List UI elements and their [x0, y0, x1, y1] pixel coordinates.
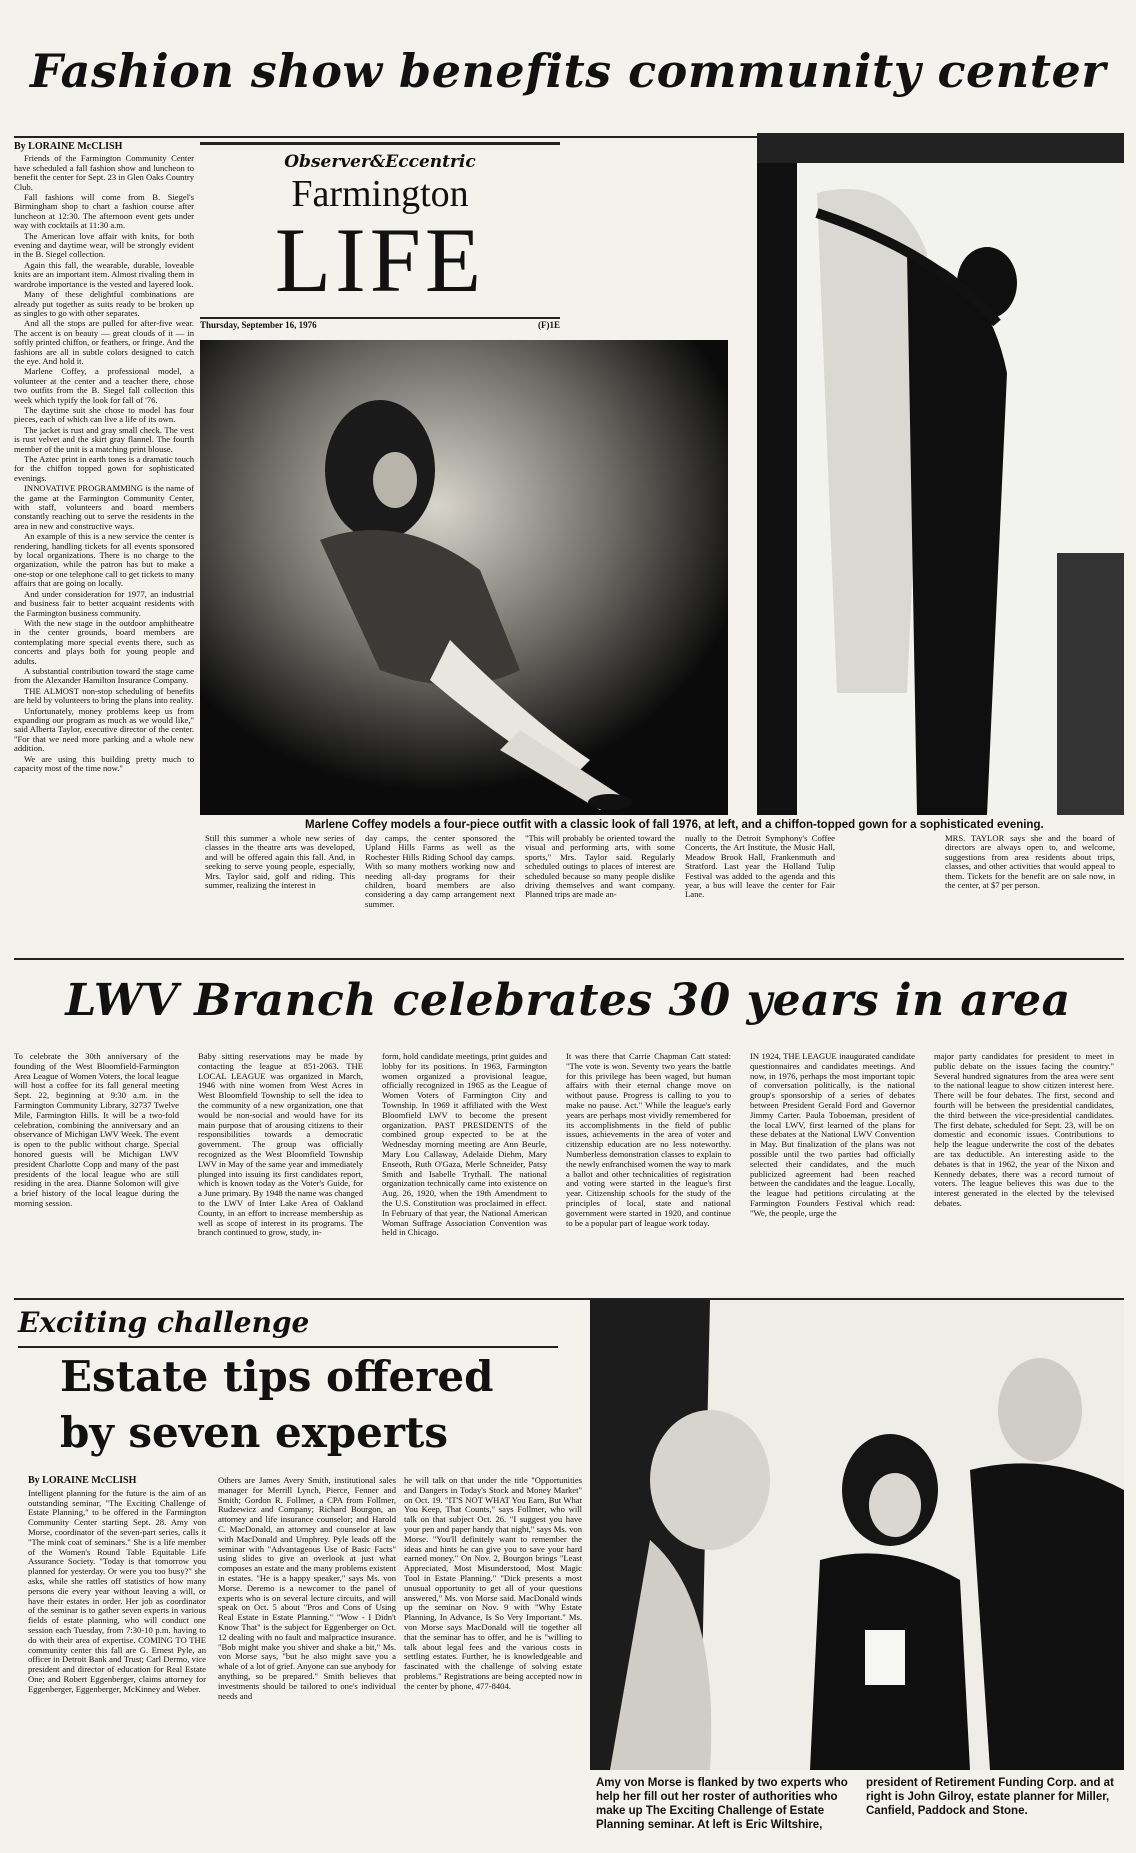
- photo-experts-illustration: [590, 1300, 1124, 1770]
- article3-byline: By LORAINE McCLISH: [28, 1476, 137, 1486]
- article1-paragraph: A substantial contribution toward the stage came from the Alexander Hamilton Insurance Company.: [14, 665, 194, 686]
- article1-paragraph: With the new stage in the outdoor amphitheatre in the center grounds, board members are contemplating more special events there, such as concerts and plays both for young people and adults.: [14, 617, 194, 666]
- article1-paragraph: Fall fashions will come from B. Siegel's Birmingham shop to chart a fashion course after luncheon at 12:30. The afternoon event gets under way with cocktails at 11:30 a.m.: [14, 192, 194, 231]
- article1-paragraph: Unfortunately, money problems keep us from expanding our program as much as we would like," said Alberta Taylor, executive director of the center. "For that we need more parking and a whole new addition.: [14, 705, 194, 754]
- article1-paragraph: We are using this building pretty much to capacity most of the time now.": [14, 753, 194, 773]
- kicker-exciting-challenge: Exciting challenge: [18, 1306, 310, 1339]
- article1-paragraph: The daytime suit she chose to model has four pieces, each of which can live a life of its own.: [14, 404, 194, 425]
- photo-marlene-coffey-gown: [757, 133, 1124, 815]
- article1-paragraph: Many of these delightful combinations are already put together as suits ready to be broken up as singles to go with other separates.: [14, 289, 194, 318]
- article1-paragraph: Friends of the Farmington Community Center have scheduled a fall fashion show and luncheon to benefit the center for Sept. 23 in Glen Oaks Country Club.: [14, 153, 194, 192]
- headline-estate-tips-line1: Estate tips offered: [60, 1352, 494, 1401]
- photo-marlene-coffey-suit: [200, 340, 728, 815]
- article1-paragraph: INNOVATIVE PROGRAMMING is the name of the game at the Farmington Community Center, with staff, volunteers and board members constantly reaching out to serve the residents in the area in new and constructive ways.: [14, 483, 194, 531]
- article1-paragraph: The jacket is rust and gray small check. The vest is rust velvet and the skirt gray flannel. The fourth member of the unit is a matching print blouse.: [14, 424, 194, 454]
- article1-byline: By LORAINE McCLISH: [14, 142, 123, 152]
- article2-column-3: form, hold candidate meetings, print guides and lobby for its positions. In 1963, Farmington women organized a provisional league, officially recognized in 1965 as the League of Women Voters of Farmington City and Township. In 1969 it affiliated with the West Bloomfield LWV to become the present organization. PAST PRESIDENTS of the combined group expected to be at the Wednesday morning meeting are Ann Beurle, Mary Lou Callaway, Adelaide Diehm, Mary Enseoth, Ruth O'Gaza, Merle Schneider, Patsy Smith and Isabelle Trythall. The national organization technically came into existence on Aug. 26, 1920, when the 19th Amendment to the U.S. Constitution was proclaimed in effect. In February of that year, the National American Woman Suffrage Association Convention was held in Chicago.: [382, 1052, 547, 1238]
- article1-paragraph: The Aztec print in earth tones is a dramatic touch for the chiffon topped gown for sophisticated evenings.: [14, 454, 194, 483]
- article1-column-5: nually to the Detroit Symphony's Coffee Concerts, the Art Institute, the Music Hall, Meadow Brook Hall, Frankenmuth and Stratford. Last year the Holland Tulip Festival was added to the agenda and this year, a bus will leave the center for Fair Lane.: [685, 834, 835, 900]
- masthead-title-life: LIFE: [274, 209, 486, 311]
- article1-paragraph: And under consideration for 1977, an industrial and business fair to better acquaint residents with the Farmington business community.: [14, 588, 194, 618]
- caption-fashion-photos: Marlene Coffey models a four-piece outfit with a classic look of fall 1976, at left, and a chiffon-topped gown for a sophisticated evening.: [305, 819, 1044, 831]
- photo-estate-experts: [590, 1300, 1124, 1770]
- article1-paragraph: And all the stops are pulled for after-five wear. The accent is on beauty — great clouds of it — in softly printed chiffon, or feathers, or fringe. And the fashions are all in subtle colors designed to catch the eye. And hold it.: [14, 318, 194, 366]
- article2-column-5: IN 1924, THE LEAGUE inaugurated candidate questionnaires and candidates meetings. And now, in 1976, perhaps the most important topic of conversation politically, is the national group's sponsorship of a series of debates between President Gerald Ford and Governor Jimmy Carter. Paula Toboeman, president of the local LWV, first learned of the plans for these debates at the National LWV Convention in May. But finalization of the plans was not possible until the two parties had officially selected their candidates, and the much publicized agreement had been reached between the candidates and the league. Locally, the league had petitions circulating at the Farmington Founders Festival which read: "We, the people, urge the: [750, 1052, 915, 1218]
- article1-paragraph: Marlene Coffey, a professional model, a volunteer at the center and a teacher there, chose two outfits from the B. Siegel fall collection this week which typify the look for fall of '76.: [14, 366, 194, 405]
- masthead-title-top: Farmington: [291, 173, 469, 215]
- photo-gown-illustration: [757, 133, 1124, 815]
- article2-column-2: Baby sitting reservations may be made by contacting the league at 851-2063. THE LOCAL LEAGUE was organized in March, 1946 with nine women from West Acres in West Bloomfield Township to sell the idea to the community of a new organization, one that would be non-social and would have for its main purpose that of arousing citizens to their responsibilities towards a democratic government. The group was officially recognized as the West Bloomfield Township LWV in May of the same year and immediately plunged into issuing its first candidates report, which is known today as the Voter's Guide, for a June primary. By 1948 the name was changed to the LWV of Inter Lake Area of Oakland County, in an effort to increase membership as well as scope of interest in its programs. The branch continued to grow, study, in-: [198, 1052, 363, 1238]
- article1-paragraph: THE ALMOST non-stop scheduling of benefits are held by volunteers to bring the plans into reality.: [14, 685, 194, 706]
- article3-column-1: [28, 1476, 206, 1786]
- caption-estate-right: president of Retirement Funding Corp. and at right is John Gilroy, estate planner for Miller, Canfield, Paddock and Stone.: [866, 1777, 1114, 1817]
- masthead: [200, 142, 570, 334]
- article2-column-4: It was there that Carrie Chapman Catt stated: "The vote is won. Seventy two years the battle for this privilege has been waged, but human affairs with their eternal change move on without pause. Progress is calling to you to make no pause. Act." While the league's early years are perhaps most vividly remembered for its accomplishments in the field of public issues, achievements in the area of voter and citizenship education are no less noteworthy. Numberless demonstration classes to explain to the newly enfranchised women the way to mark a ballot and other technicalities of registration and voting were started in the league's first year. Citizenship schools for the study of the principles of local, state and national government were started in 1920, and continue to be a popular part of league work today.: [566, 1052, 731, 1228]
- photo-suit-illustration: [200, 340, 728, 815]
- article3-column-1-text: Intelligent planning for the future is the aim of an outstanding seminar, "The Exciting Challenge of Estate Planning," to be offered in the Farmington Community Center starting Sept. 28. Amy von Morse, coordinator of the seven-part series, calls it "The mink coat of seminars." She is a life member of the Women's Round Table Equitable Life Assurance Society. "Today is that tomorrow you planned for yesterday. Or were you too busy?" she asks, while she rattles off statistics of how many persons die every year without leaving a will, or have their estates in order. Her job as coordinator of the seminar is to gather seven experts in various fields of estate planning, who will conduct one session each Tuesday, from 7:30-10 p.m. having to do with their area of expertise. COMING TO THE community center this fall are G. Ernest Pyle, an officer in Detroit Bank and Trust; Carl Dermo, vice president and director of education for Real Estate One; and Robert Eggenberger, claims attorney for Eggenberger, Eggenberger, McKinney and Weber.: [28, 1487, 206, 1694]
- masthead-section: (F)1E: [538, 320, 560, 330]
- rule-middle: [14, 958, 1124, 960]
- article3-column-3: he will talk on that under the title "Opportunities and Dangers in Today's Stock and Money Market" on Oct. 19. "IT'S NOT WHAT You Earn, But What You Keep, That Counts," says Follmer, who will talk on that subject Oct. 26. "I suggest you have your pen and paper handy that night," says Ms. von Morse. "You'll definitely want to remember the ideas and hints he can give you to save your hard earned money." On Nov. 2, Bourgon brings "Least Appreciated, Most Misunderstood, Most Magic Tool in Estate Planning." "Dick presents a most unusual opportunity to get all of your questions answered," Ms. von Morse said. MacDonald winds up the seminar on Nov. 9 with "Why Estate Planning, In Advance, Is So Very Important." Ms. von Morse says MacDonald will tie together all that the seminar has to offer, and he is "willing to talk about legal fees and the various costs in settling estates. Further, he is knowledgeable and fascinated with the challenge of solving estate problems." Registrations are being accepted now in the center by phone, 477-8404.: [404, 1476, 582, 1691]
- article1-paragraph: An example of this is a new service the center is rendering, handling tickets for all events sponsored by local organizations. There is no charge to the organization, while the patron has but to make a one-stop or one telephone call to get tickets to many affairs that are going on locally.: [14, 531, 194, 589]
- headline-lwv-branch: LWV Branch celebrates 30 years in area: [65, 975, 1071, 1026]
- article1-column-4: "This will probably be oriented toward the visual and performing arts, with some sports," Mrs. Taylor said. Regularly scheduled outings to places of interest are scheduled because so many people dislike driving themselves and want company. Planned trips are made an-: [525, 834, 675, 900]
- article1-paragraph: Again this fall, the wearable, durable, loveable knits are an important item. Almost rivaling them in wardrobe importance is the vested and layered look.: [14, 259, 194, 289]
- article2-column-1: To celebrate the 30th anniversary of the founding of the West Bloomfield-Farmington Area League of Women Voters, the local league will host a coffee for its fall general meeting Sept. 22, beginning at 9:30 a.m. in the Farmington Community Library, 32737 Twelve Mile, Farmington Hills. It will be a two-fold celebration, combining the anniversary and an observance of Michigan LWV Week. The event is open to the public without charge. Special honored guests will be Michigan LWV president Charlotte Copp and many of the past presidents of the local league who are still residing in the area. Dianne Solomon will give a brief history of the local league during the morning session.: [14, 1052, 179, 1208]
- article2-column-6: major party candidates for president to meet in public debate on the issues facing the country." Several hundred signatures from the area were sent to the national league to show citizen interest here. There will be four debates. The first, second and fourth will be between the presidential candidates, the third between the vice-presidential candidates. The first debate, scheduled for Sept. 23, will be on domestic and economic issues. Contributions to help the league underwrite the cost of the debates are tax deductible. An interesting aside to the debates is that in 1962, the year of the Nixon and Kennedy debates, there was a record turnout of voters. The league believes this was due to the interest generated in the elected by the televised debates.: [934, 1052, 1114, 1208]
- headline-fashion-show: Fashion show benefits community center: [30, 44, 1106, 98]
- article1-column-2: Still this summer a whole new series of classes in the theatre arts was developed, and will be offered again this fall. And, in seeking to serve young people, especially, Mrs. Taylor said, golf and riding. This summer, realizing the interest in: [205, 834, 355, 891]
- article1-column-1-text: [14, 154, 194, 773]
- article1-paragraph: The American love affair with knits, for both evening and daytime wear, will be strongly evident in the B. Siegel collection.: [14, 230, 194, 260]
- masthead-paper-name: Observer&Eccentric: [284, 152, 476, 172]
- masthead-date: Thursday, September 16, 1976: [200, 320, 317, 330]
- article1-column-3: day camps, the center sponsored the Upland Hills Farms as well as the Rochester Hills Riding School day camps. With so many mothers working now and needing all-day programs for their children, board members are also considering a day camp arrangement next summer.: [365, 834, 515, 909]
- article1-column-1: [14, 142, 194, 982]
- kicker-underline: [18, 1346, 558, 1348]
- article3-column-2: Others are James Avery Smith, institutional sales manager for Merrill Lynch, Pierce, Fenner and Smith; Gordon R. Follmer, a CPA from Follmer, Rudzewicz and Company; Richard Bourgon, an attorney and life insurance counselor; and Harold C. MacDonald, an attorney and counselor at law with MacDonald and Umphrey. Pyle leads off the seminar with "Advantageous Use of Basic Facts" using slides to give an overlook at just what composes an estate and the many problems existent in estates. "He is a happy speaker," says Ms. von Morse. Deremo is a newcomer to the panel of experts who is on several lecture circuits, and will speak on Oct. 5 about "Pros and Cons of Using Real Estate in Estate Planning." "Wow - I Didn't Know That" is the subject for Eggenberger on Oct. 12 dealing with no fault and malpractice insurance. "Bob might make you shiver and shake a bit," Ms. von Morse says, "but he also might save you a whale of a lot of grief. Anyone can sue anybody for anything, so be prepared." Smith believes that investments should be tailored to one's individual needs and: [218, 1476, 396, 1701]
- headline-estate-tips-line2: by seven experts: [60, 1408, 449, 1457]
- caption-estate-left: Amy von Morse is flanked by two experts who help her fill out her roster of authorities who make up The Exciting Challenge of Estate Planning seminar. At left is Eric Wiltshire,: [596, 1777, 848, 1831]
- article1-column-6: MRS. TAYLOR says she and the board of directors are always open to, and welcome, suggestions from area residents about trips, classes, and other activities that would appeal to them. Tickets for the benefit are on sale now, in the center, at $7 per person.: [945, 834, 1115, 891]
